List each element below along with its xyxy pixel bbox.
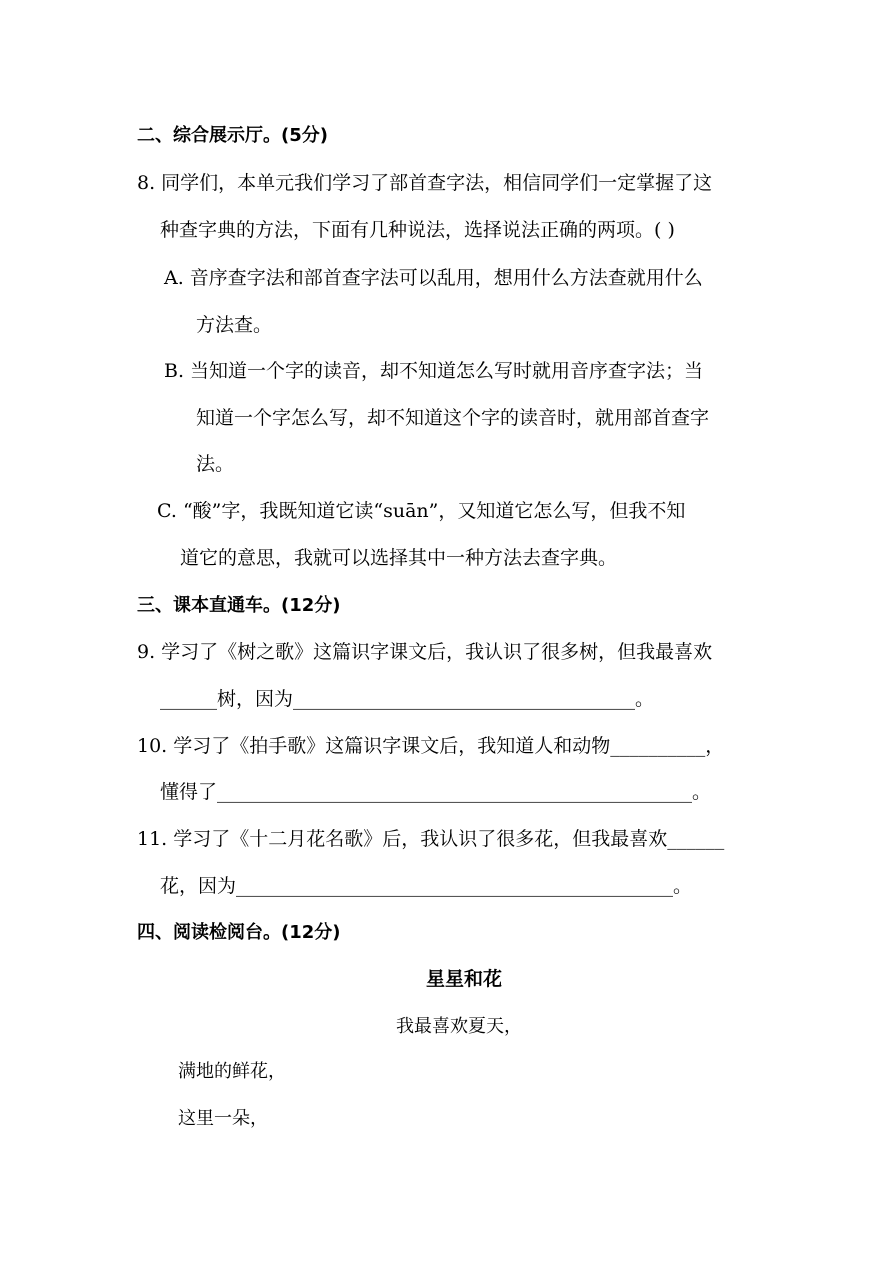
poem-line-2: 满地的鲜花， [178, 1061, 286, 1082]
section-3-title: 三、课本直通车。(12分) [137, 595, 341, 616]
q11-line-1: 11. 学习了《十二月花名歌》后，我认识了很多花，但我最喜欢______ [137, 828, 725, 850]
q8-option-a-line-2: 方法查。 [196, 314, 273, 336]
q8-option-b-line-2: 知道一个字怎么写，却不知道这个字的读音时，就用部首查字 [196, 407, 710, 429]
q8-option-b-line-1: B. 当知道一个字的读音，却不知道怎么写时就用音序查字法；当 [164, 360, 704, 382]
q10-line-2: 懂得了__________________________________________________。 [160, 781, 712, 803]
q10-line-1: 10. 学习了《拍手歌》这篇识字课文后，我知道人和动物__________， [137, 735, 725, 757]
q8-line-2: 种查字典的方法，下面有几种说法，选择说法正确的两项。( ) [160, 219, 675, 241]
q8-option-c-line-1: C. “酸”字，我既知道它读“suān”，又知道它怎么写，但我不知 [157, 500, 686, 522]
q8-option-c-line-2: 道它的意思，我就可以选择其中一种方法去查字典。 [180, 547, 618, 569]
poem-line-1: 我最喜欢夏天， [396, 1016, 522, 1037]
poem-line-3: 这里一朵， [178, 1108, 268, 1129]
q8-line-1: 8. 同学们，本单元我们学习了部首查字法，相信同学们一定掌握了这 [137, 172, 713, 194]
section-4-title: 四、阅读检阅台。(12分) [137, 922, 341, 943]
q11-line-2: 花，因为______________________________________________。 [160, 875, 693, 897]
q8-option-b-line-3: 法。 [196, 453, 235, 475]
reading-title: 星星和花 [426, 968, 503, 990]
section-2-title: 二、综合展示厅。(5分) [137, 125, 328, 146]
q9-line-2: ______树，因为____________________________________。 [160, 688, 655, 710]
q8-option-a-line-1: A. 音序查字法和部首查字法可以乱用，想用什么方法查就用什么 [164, 267, 703, 289]
q9-line-1: 9. 学习了《树之歌》这篇识字课文后，我认识了很多树，但我最喜欢 [137, 641, 713, 663]
